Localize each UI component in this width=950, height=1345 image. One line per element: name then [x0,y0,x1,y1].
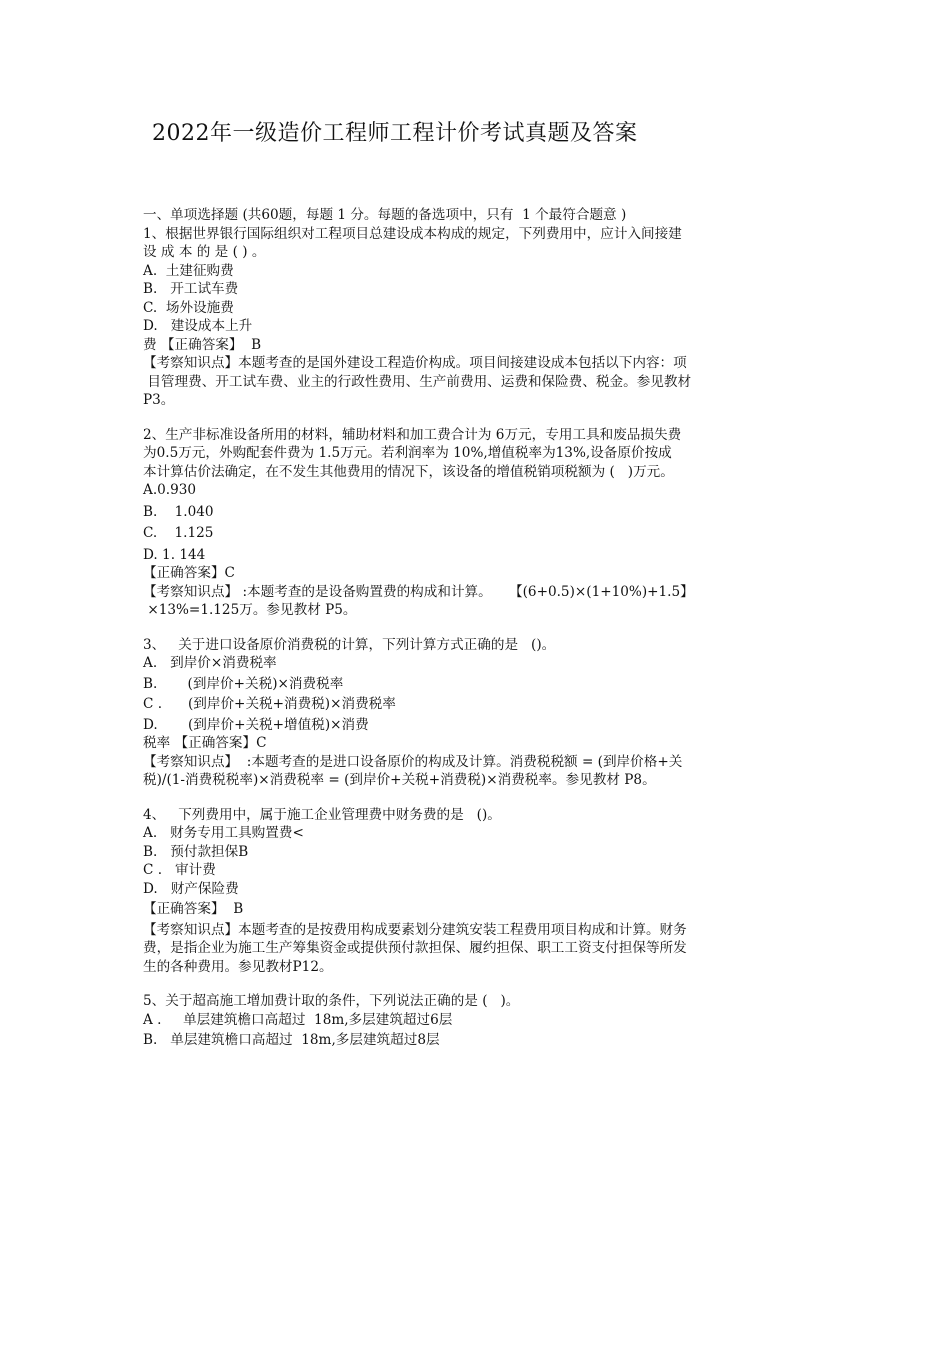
option-a: A. 土建征购费 [143,262,234,279]
correct-answer: 【正确答案】 B [143,901,244,917]
knowledge-point: 税)/(1-消费税税率)×消费税率 = (到岸价+关税+消费税)×消费税率。参见教材 P8。 [143,772,656,788]
correct-answer: 税率 【正确答案】C [143,735,267,751]
option-b: B. 1.040 [143,503,214,520]
document-body [143,206,823,1050]
option-d: D. 建设成本上升 [143,318,253,334]
knowledge-point: 目管理费、开工试车费、业主的行政性费用、生产前费用、运费和保险费、税金。参见教材 [143,373,692,390]
option-a: A. 到岸价×消费税率 [143,655,277,671]
option-d: D. 财产保险费 [143,880,239,897]
question-stem: 设 成 本 的 是 ( ) 。 [143,244,266,260]
option-b: B. 单层建筑檐口高超过 18m,多层建筑超过8层 [143,1032,440,1048]
page-title: 2022年一级造价工程师工程计价考试真题及答案 [152,121,638,146]
option-b: B. 开工试车费 [143,281,239,297]
correct-answer: 【正确答案】C [143,565,235,581]
knowledge-point: 【考察知识点】本题考查的是按费用构成要素划分建筑安装工程费用项目构成和计算。财务 [143,921,687,938]
option-d: D. 1. 144 [143,546,206,563]
knowledge-point: 生的各种费用。参见教材P12。 [143,958,333,975]
option-a: A . 单层建筑檐口高超过 18m,多层建筑超过6层 [143,1011,453,1028]
section-header: 一、单项选择题 (共60题，每题 1 分。每题的备选项中，只有 1 个最符合题意 ) [143,207,627,223]
question-5 [143,992,823,1050]
option-c: C. 场外设施费 [143,299,234,316]
question-stem: 4、 下列费用中，属于施工企业管理费中财务费的是 ()。 [143,806,501,823]
option-a: A. 财务专用工具购置费< [143,825,304,841]
question-stem: 为0.5万元，外购配套件费为 1.5万元。若利润率为 10%,增值税率为13%,设备原价按成 [143,445,672,461]
question-stem: 本计算估价法确定，在不发生其他费用的情况下，该设备的增值税销项税额为 ( )万元。 [143,463,674,480]
option-d: D. (到岸价+关税+增值税)×消费 [143,716,369,733]
question-stem: 5、关于超高施工增加费计取的条件，下列说法正确的是 ( )。 [143,993,520,1009]
option-a: A.0.930 [143,482,197,498]
option-c: C. 1.125 [143,525,214,541]
question-stem: 2、生产非标准设备所用的材料，辅助材料和加工费合计为 6万元，专用工具和废品损失费 [143,426,682,443]
question-2 [143,426,823,620]
knowledge-point: 【考察知识点】 :本题考查的是进口设备原价的构成及计算。消费税税额 = (到岸价格+关 [143,753,683,770]
option-c: C . (到岸价+关税+消费税)×消费税率 [143,696,396,712]
question-4 [143,806,823,977]
question-3 [143,636,823,790]
question-1 [143,225,823,410]
knowledge-point: 费，是指企业为施工生产筹集资金或提供预付款担保、履约担保、职工工资支付担保等所发 [143,940,687,956]
knowledge-point: 【考察知识点】本题考查的是国外建设工程造价构成。项目间接建设成本包括以下内容：项 [143,355,687,371]
knowledge-point: P3。 [143,392,175,408]
correct-answer: 费 【正确答案】 B [143,336,262,353]
question-stem: 3、 关于进口设备原价消费税的计算，下列计算方式正确的是 ()。 [143,636,556,653]
question-stem: 1、根据世界银行国际组织对工程项目总建设成本构成的规定，下列费用中，应计入间接建 [143,225,682,242]
option-c: C . 审计费 [143,862,216,878]
knowledge-point: ×13%=1.125万。参见教材 P5。 [143,602,357,618]
option-b: B. 预付款担保B [143,843,249,860]
knowledge-point: 【考察知识点】 :本题考查的是设备购置费的构成和计算。 【(6+0.5)×(1+10%)+1.5】 [143,583,694,600]
option-b: B. (到岸价+关税)×消费税率 [143,675,344,692]
